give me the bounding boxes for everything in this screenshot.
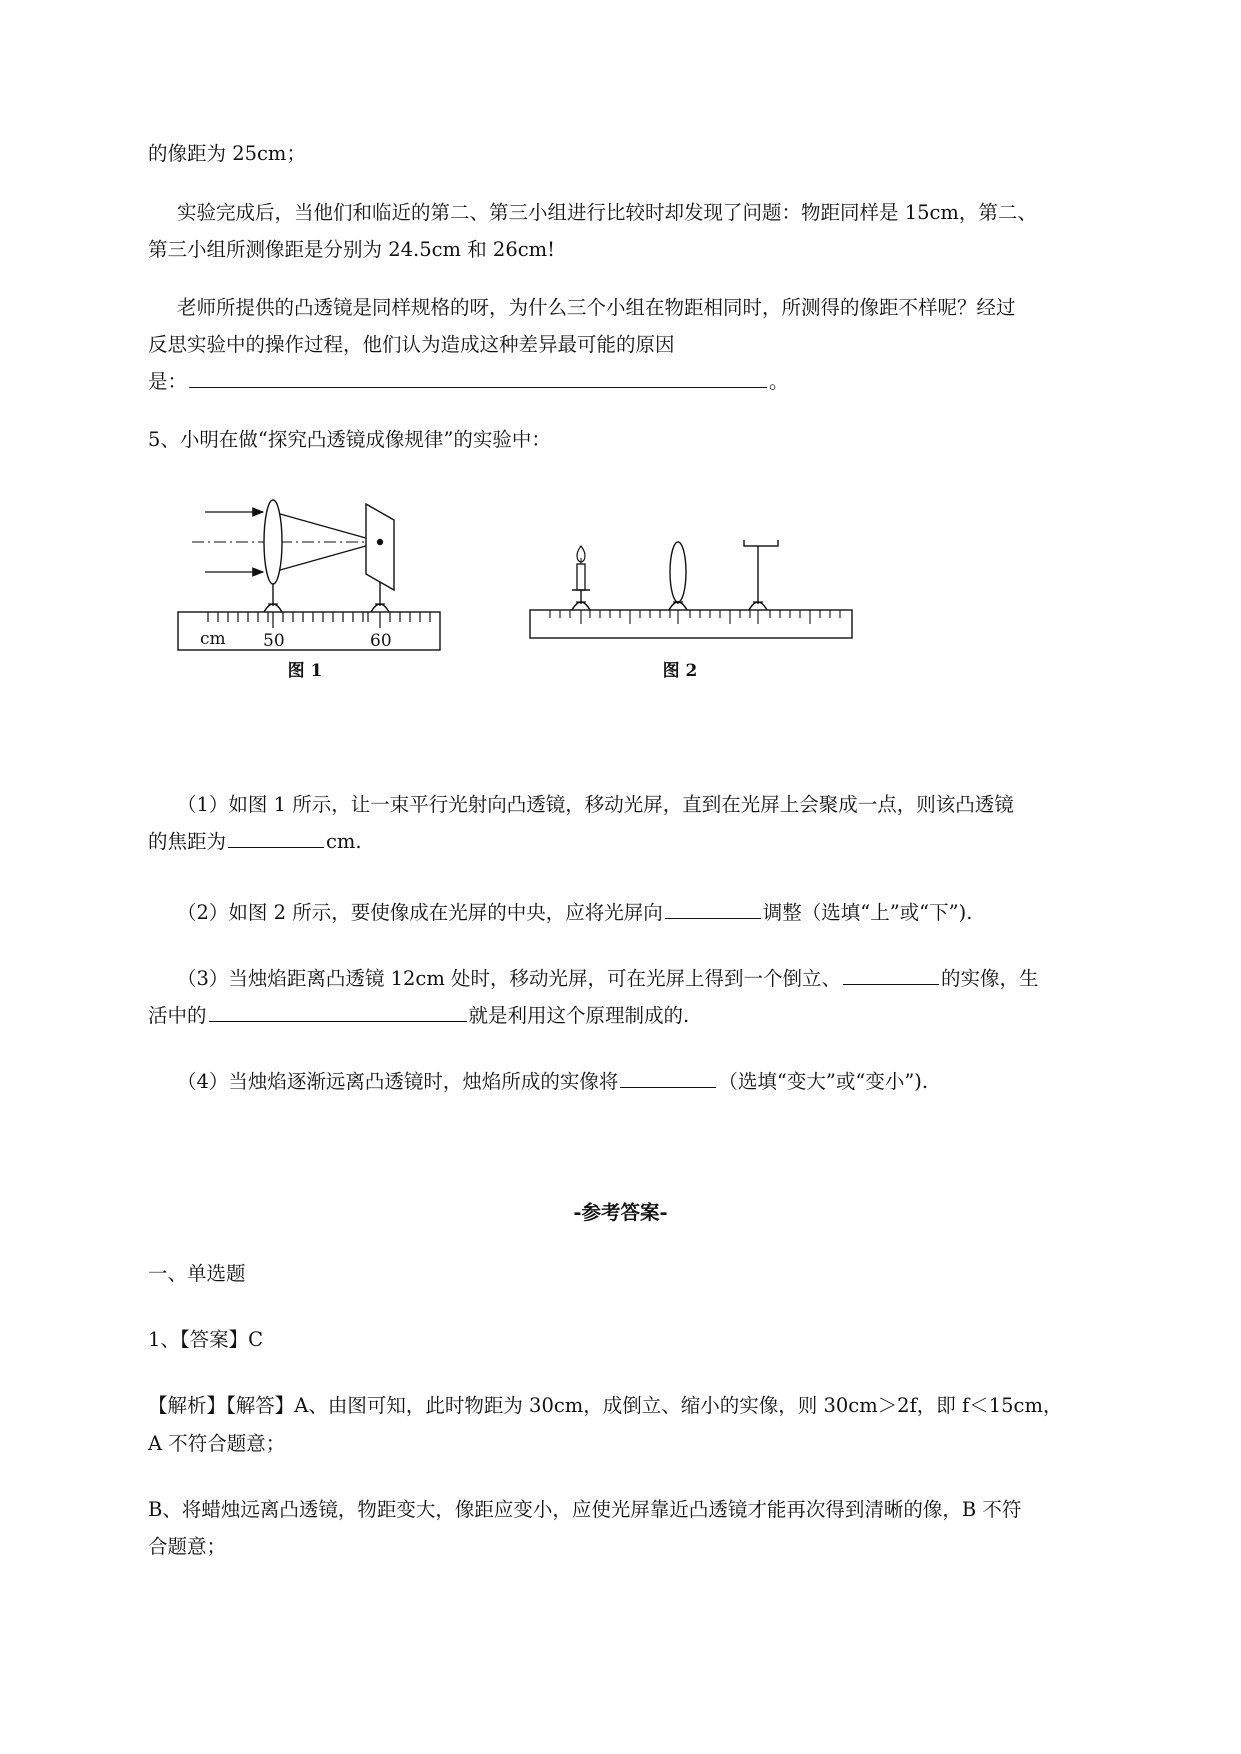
convex-lens-2: [670, 542, 686, 602]
application-blank[interactable]: [209, 1020, 467, 1022]
image-size-blank[interactable]: [843, 983, 939, 985]
figure2-caption: 图 2: [662, 661, 698, 681]
sub1-line1: （1）如图 1 所示，让一束平行光射向凸透镜，移动光屏，直到在光屏上会聚成一点，则该凸透镜: [177, 793, 1014, 816]
sub3-prefix: （3）当烛焰距离凸透镜 12cm 处时，移动光屏，可在光屏上得到一个倒立、: [177, 967, 842, 990]
convex-lens: [264, 500, 282, 584]
sub2-line: [177, 903, 972, 923]
ruler-tick-60: 60: [370, 631, 392, 651]
sub4-suffix: （选填“变大”或“变小”).: [718, 1070, 929, 1093]
analysis-line4: 合题意；: [148, 1535, 227, 1558]
sub3-line2: [148, 1006, 689, 1026]
light-screen-2: [744, 540, 778, 546]
sub2-suffix: 调整（选填“上”或“下”).: [762, 901, 973, 924]
sub4-line: [177, 1072, 928, 1092]
figure1-caption: 图 1: [287, 661, 323, 681]
reason-prefix: 是：: [148, 370, 188, 393]
analysis-line3: B、将蜡烛远离凸透镜，物距变大，像距应变小，应使光屏靠近凸透镜才能再次得到清晰的像，B 不符: [148, 1498, 1022, 1521]
sub1-suffix: cm.: [326, 830, 362, 853]
analysis-line2: A 不符合题意；: [148, 1432, 286, 1455]
sub1-line2: [148, 832, 362, 852]
focal-length-blank[interactable]: [228, 846, 324, 848]
sub2-prefix: （2）如图 2 所示，要使像成在光屏的中央，应将光屏向: [177, 901, 663, 924]
question5-title: 5、小明在做“探究凸透镜成像规律”的实验中：: [148, 428, 551, 451]
reason-blank[interactable]: [189, 386, 767, 388]
figure1-diagram: [170, 490, 480, 750]
compare-paragraph-line1: 实验完成后，当他们和临近的第二、第三小组进行比较时却发现了问题：物距同样是 15cm，第二、: [177, 201, 1037, 224]
figure2-diagram: [520, 540, 870, 750]
reason-paragraph-line2: 反思实验中的操作过程，他们认为造成这种差异最可能的原因: [148, 333, 675, 356]
analysis-line1: 【解析】【解答】A、由图可知，此时物距为 30cm，成倒立、缩小的实像，则 30cm＞2f，即 f＜15cm，: [148, 1394, 1063, 1417]
sub3-suffix: 的实像，生: [941, 967, 1039, 990]
screen-direction-blank[interactable]: [665, 917, 761, 919]
sub3-line1: [177, 969, 1039, 989]
ruler-unit-label: cm: [200, 629, 226, 649]
compare-paragraph-line2: 第三小组所测像距是分别为 24.5cm 和 26cm!: [148, 238, 555, 261]
sub4-prefix: （4）当烛焰逐渐远离凸透镜时，烛焰所成的实像将: [177, 1070, 619, 1093]
answers-heading: -参考答案-: [573, 1201, 668, 1224]
sub3-line2-prefix: 活中的: [148, 1004, 207, 1027]
q1-answer: 1、【答案】C: [148, 1328, 264, 1351]
focal-point: [377, 539, 383, 545]
continuation-text: 的像距为 25cm；: [148, 142, 306, 165]
reason-paragraph-line1: 老师所提供的凸透镜是同样规格的呀，为什么三个小组在物距相同时，所测得的像距不样呢？经过: [177, 296, 1016, 319]
answers-section-title: 一、单选题: [148, 1262, 246, 1285]
candle: [572, 546, 590, 590]
image-change-blank[interactable]: [620, 1086, 716, 1088]
ruler-tick-50: 50: [263, 631, 285, 651]
sub3-line2-suffix: 就是利用这个原理制成的.: [468, 1004, 690, 1027]
reason-suffix: 。: [769, 370, 789, 393]
reason-answer-line: [148, 372, 789, 392]
light-screen: [366, 504, 394, 590]
sub1-prefix: 的焦距为: [148, 830, 227, 853]
optical-bench-ruler-2: [530, 610, 852, 638]
